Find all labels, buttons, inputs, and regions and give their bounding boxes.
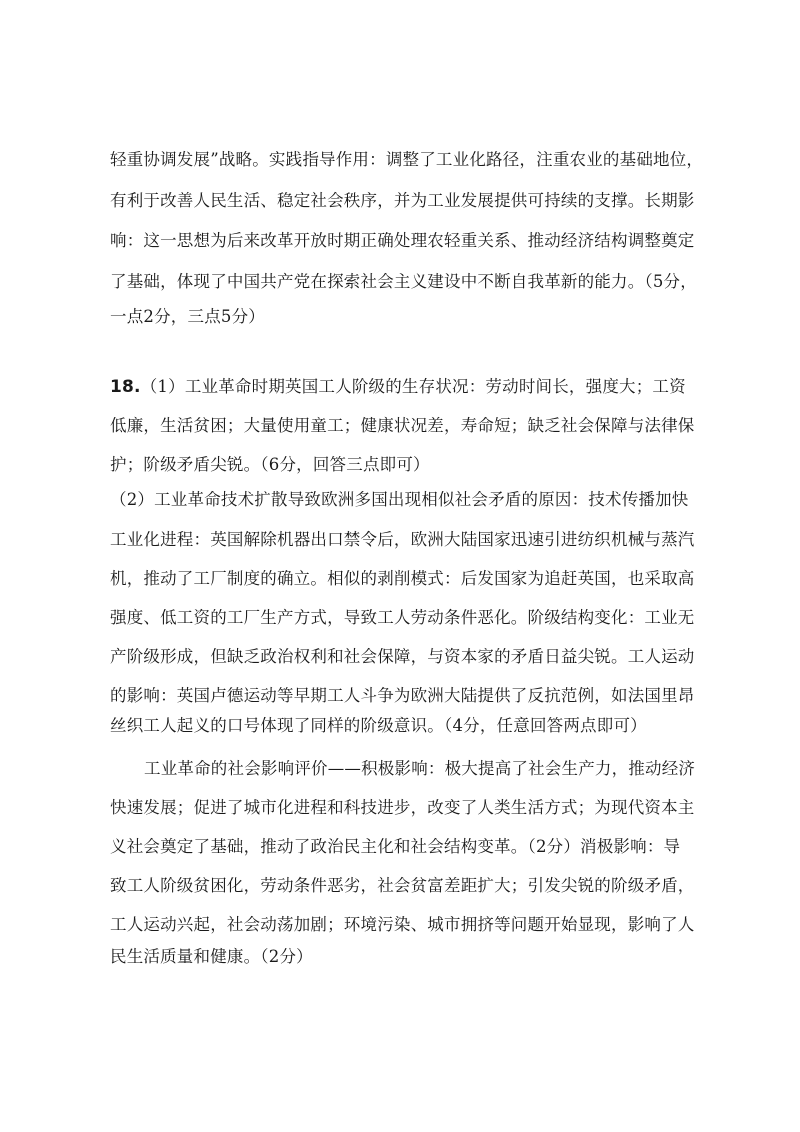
answer-18-part1-line-2: 低廉，生活贫困；大量使用童工；健康状况差，寿命短；缺乏社会保障与法律保 bbox=[110, 416, 695, 435]
answer-18-part2-line-1: （2）工业革命技术扩散导致欧洲多国出现相似社会矛盾的原因：技术传播加快 bbox=[110, 490, 689, 509]
answer-17-line-2: 有利于改善人民生活、稳定社会秩序，并为工业发展提供可持续的支撑。长期影 bbox=[110, 191, 695, 210]
answer-17-line-4: 了基础，体现了中国共产党在探索社会主义建设中不断自我革新的能力。（5分， bbox=[110, 272, 697, 291]
answer-18-part3-line-3: 义社会奠定了基础，推动了政治民主化和社会结构变革。（2分）消极影响：导 bbox=[110, 837, 681, 856]
answer-18-part2-line-2: 工业化进程：英国解除机器出口禁令后，欧洲大陆国家迅速引进纺织机械与蒸汽 bbox=[110, 530, 695, 549]
answer-18-part2-line-3: 机，推动了工厂制度的确立。相似的剥削模式：后发国家为追赶英国，也采取高 bbox=[110, 569, 695, 588]
answer-17-line-5: 一点2分，三点5分） bbox=[110, 307, 265, 326]
answer-18-part3-line-4: 致工人阶级贫困化，劳动条件恶劣，社会贫富差距扩大；引发尖锐的阶级矛盾， bbox=[110, 876, 695, 895]
answer-18-part2-line-7: 丝织工人起义的口号体现了同样的阶级意识。（4分，任意回答两点即可） bbox=[110, 716, 647, 735]
answer-18-part1-line-1 bbox=[110, 375, 700, 399]
answer-18-part1-line-3: 护；阶级矛盾尖锐。（6分，回答三点即可） bbox=[110, 455, 430, 474]
answer-17-line-1: 轻重协调发展”战略。实践指导作用：调整了工业化路径，注重农业的基础地位， bbox=[110, 150, 704, 169]
answer-18-part2-line-6: 的影响：英国卢德运动等早期工人斗争为欧洲大陆提供了反抗范例，如法国里昂 bbox=[110, 686, 695, 705]
answer-18-part3-line-2: 快速发展；促进了城市化进程和科技进步，改变了人类生活方式；为现代资本主 bbox=[110, 798, 695, 817]
answer-18-part2-line-4: 强度、低工资的工厂生产方式，导致工人劳动条件恶化。阶级结构变化：工业无 bbox=[110, 608, 695, 627]
answer-18-part1-text: （1）工业革命时期英国工人阶级的生存状况：劳动时间长，强度大；工资 bbox=[140, 377, 686, 396]
answer-18-part3-line-1: 工业革命的社会影响评价——积极影响：极大提高了社会生产力，推动经济 bbox=[144, 759, 696, 778]
answer-18-part3-line-6: 民生活质量和健康。（2分） bbox=[110, 947, 313, 966]
question-number: 18. bbox=[110, 377, 141, 397]
answer-17-line-3: 响：这一思想为后来改革开放时期正确处理农轻重关系、推动经济结构调整奠定 bbox=[110, 231, 695, 250]
answer-18-part3-line-5: 工人运动兴起，社会动荡加剧；环境污染、城市拥挤等问题开始显现，影响了人 bbox=[110, 915, 695, 934]
answer-18-part2-line-5: 产阶级形成，但缺乏政治权利和社会保障，与资本家的矛盾日益尖锐。工人运动 bbox=[110, 647, 695, 666]
